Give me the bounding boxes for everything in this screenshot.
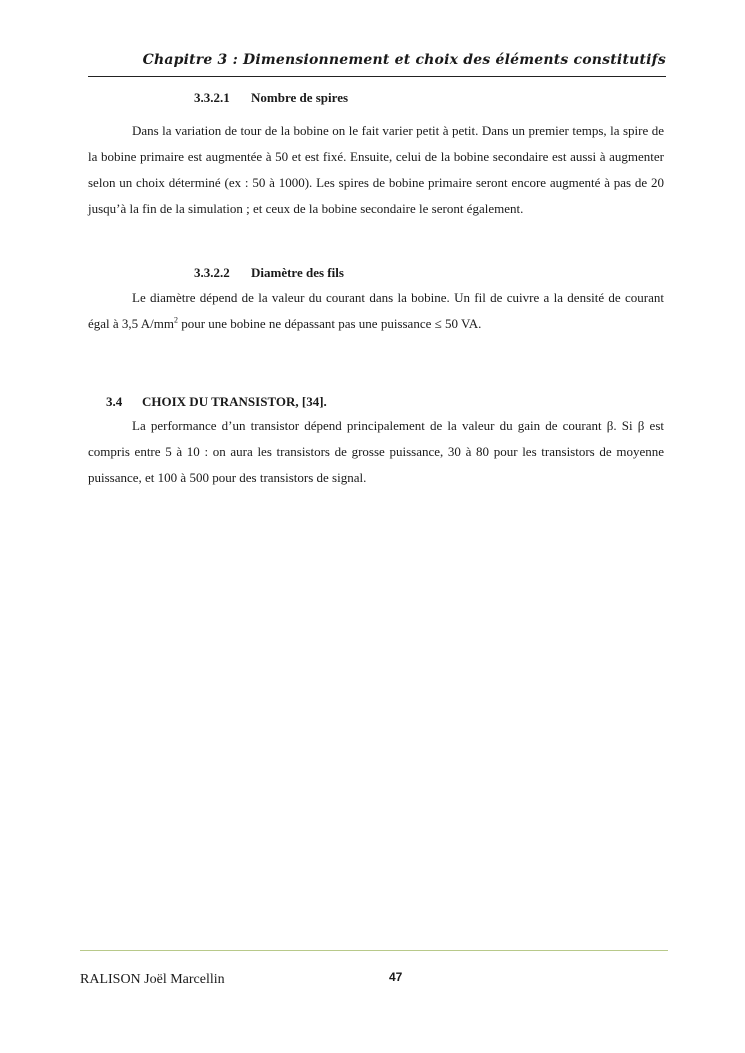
paragraph-text: La performance d’un transistor dépend principalement de la valeur du gain de courant β. Si β est compris entre 5 à 10 : on aura les transistors de grosse puissance, 30 à 80 pour les transistors de moyenne puissance, et 100 à 500 pour des transistors de signal. (88, 418, 664, 485)
paragraph-text-part2: pour une bobine ne dépassant pas une puissance ≤ 50 VA. (177, 316, 482, 331)
paragraph-nombre-spires (88, 118, 664, 222)
page-number: 47 (389, 970, 403, 984)
subsection-number: 3.3.2.2 (194, 265, 230, 280)
subsection-number: 3.3.2.1 (194, 90, 230, 105)
section-number: 3.4 (106, 394, 123, 409)
paragraph-diametre-fils (88, 285, 664, 337)
paragraph-text-part1: Le diamètre dépend de la valeur du courant dans la bobine. Un fil de cuivre a la densité de courant égal à 3,5 A/mm (88, 290, 664, 331)
paragraph-choix-transistor (88, 413, 664, 491)
superscript-exponent: 2 (173, 315, 178, 325)
footer-divider (80, 950, 668, 951)
subsection-heading-3-3-2-2 (194, 265, 494, 281)
chapter-header (88, 52, 666, 77)
subsection-title: Nombre de spires (251, 90, 349, 105)
paragraph-text: Dans la variation de tour de la bobine on le fait varier petit à petit. Dans un premier temps, la spire de la bobine primaire est augmentée à 50 et est fixé. Ensuite, celui de la bobine secondaire est aussi à augmenter selon un choix déterminé (ex : 50 à 1000). Les spires de bobine primaire seront encore augmenté à pas de 20 jusqu’à la fin de la simulation ; et ceux de la bobine secondaire le seront également. (88, 123, 664, 216)
subsection-heading-3-3-2-1 (194, 90, 494, 106)
chapter-title: Chapitre 3 : Dimensionnement et choix des éléments constitutifs (142, 52, 666, 68)
subsection-title: Diamètre des fils (251, 265, 344, 280)
footer-author: RALISON Joël Marcellin (80, 972, 225, 987)
section-title: CHOIX DU TRANSISTOR, [34]. (142, 394, 327, 409)
section-heading-3-4 (106, 394, 506, 410)
